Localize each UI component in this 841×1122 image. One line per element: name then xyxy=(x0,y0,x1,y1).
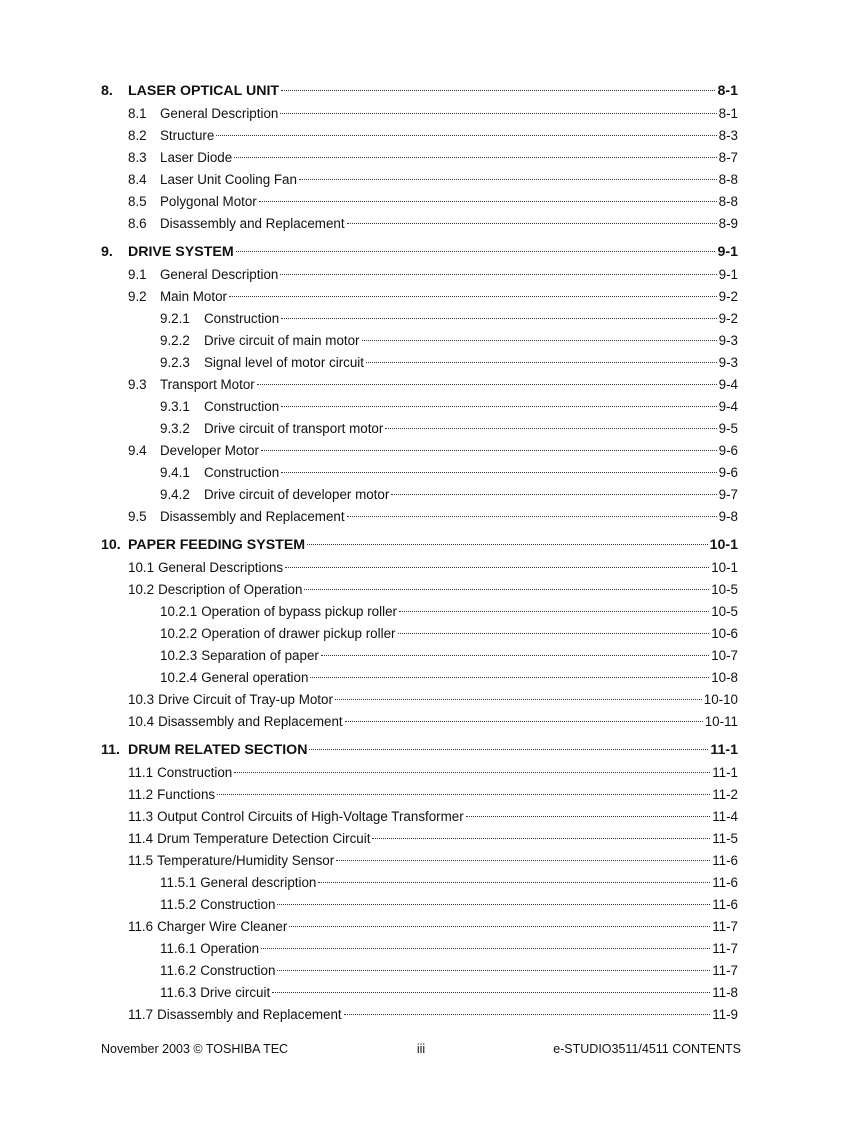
toc-section-entry[interactable] xyxy=(101,1004,738,1026)
toc-section-entry-page: 8-8 xyxy=(718,194,738,209)
toc-section-entry-number: 10.1 xyxy=(128,560,155,575)
dot-leader xyxy=(236,251,716,252)
footer-document-title: e-STUDIO3511/4511 CONTENTS xyxy=(553,1042,741,1056)
toc-subsection-entry-page: 9-4 xyxy=(718,399,738,414)
dot-leader xyxy=(281,406,716,407)
toc-section-entry-page: 11-9 xyxy=(712,1007,738,1022)
dot-leader xyxy=(385,428,716,429)
toc-subsection-entry[interactable] xyxy=(101,938,738,960)
toc-subsection-entry-number: 10.2.3 xyxy=(160,648,198,663)
toc-subsection-entry-page: 10-6 xyxy=(711,626,738,641)
toc-section-entry-title: Temperature/Humidity Sensor xyxy=(157,853,335,868)
dot-leader xyxy=(261,450,717,451)
dot-leader xyxy=(259,201,717,202)
toc-subsection-entry[interactable] xyxy=(101,484,738,506)
toc-section-entry-title: Laser Unit Cooling Fan xyxy=(160,172,297,187)
dot-leader xyxy=(321,655,709,656)
toc-section-entry-page: 11-6 xyxy=(712,853,738,868)
dot-leader xyxy=(280,274,716,275)
toc-section-entry-page: 8-3 xyxy=(718,128,738,143)
toc-section-entry-title: Functions xyxy=(157,787,216,802)
toc-section-entry-title: Construction xyxy=(157,765,233,780)
toc-subsection-entry[interactable] xyxy=(101,330,738,352)
toc-section-entry[interactable] xyxy=(101,689,738,711)
dot-leader xyxy=(362,340,717,341)
dot-leader xyxy=(281,90,715,91)
chapter-heading-number: 9. xyxy=(101,244,113,260)
toc-section-entry-number: 8.2 xyxy=(128,128,147,143)
table-of-contents xyxy=(101,79,738,1031)
chapter-heading-title: PAPER FEEDING SYSTEM xyxy=(128,537,306,553)
toc-subsection-entry-title: Drive circuit of developer motor xyxy=(204,487,390,502)
toc-subsection-entry-number: 11.5.1 xyxy=(160,875,197,890)
toc-subsection-entry-number: 11.6.3 xyxy=(160,985,197,1000)
toc-subsection-entry-title: Construction xyxy=(200,963,276,978)
toc-subsection-entry-page: 10-8 xyxy=(711,670,738,685)
page-number: iii xyxy=(416,1042,426,1056)
toc-section-entry[interactable] xyxy=(101,916,738,938)
chapter-heading-page: 10-1 xyxy=(709,537,738,553)
dot-leader xyxy=(391,494,716,495)
toc-section-entry-number: 11.5 xyxy=(128,853,154,868)
toc-section-entry-number: 11.3 xyxy=(128,809,154,824)
toc-section-entry-number: 9.4 xyxy=(128,443,147,458)
chapter-heading[interactable] xyxy=(101,79,738,103)
toc-subsection-entry-title: Drive circuit of main motor xyxy=(204,333,360,348)
toc-section-entry-number: 8.3 xyxy=(128,150,147,165)
toc-subsection-entry-page: 11-7 xyxy=(712,963,738,978)
toc-section-entry-title: Transport Motor xyxy=(160,377,255,392)
dot-leader xyxy=(277,904,710,905)
chapter-heading-number: 8. xyxy=(101,83,113,99)
toc-subsection-entry-page: 11-6 xyxy=(712,897,738,912)
toc-subsection-entry-page: 9-3 xyxy=(718,355,738,370)
dot-leader xyxy=(372,838,710,839)
toc-subsection-entry-title: Drive circuit xyxy=(200,985,271,1000)
dot-leader xyxy=(285,567,709,568)
toc-subsection-entry-title: Operation of drawer pickup roller xyxy=(201,626,396,641)
toc-chapter xyxy=(101,738,738,1026)
toc-section-entry-number: 8.4 xyxy=(128,172,147,187)
toc-section-entry-page: 9-2 xyxy=(718,289,738,304)
toc-section-entry-page: 9-8 xyxy=(718,509,738,524)
toc-subsection-entry[interactable] xyxy=(101,623,738,645)
toc-subsection-entry-page: 9-7 xyxy=(718,487,738,502)
toc-section-entry-title: Polygonal Motor xyxy=(160,194,257,209)
toc-section-entry-number: 9.5 xyxy=(128,509,147,524)
toc-section-entry[interactable] xyxy=(101,286,738,308)
dot-leader xyxy=(335,699,702,700)
toc-chapter xyxy=(101,240,738,528)
toc-section-entry-title: Main Motor xyxy=(160,289,227,304)
toc-chapter xyxy=(101,79,738,235)
toc-subsection-entry-page: 9-2 xyxy=(718,311,738,326)
toc-subsection-entry[interactable] xyxy=(101,396,738,418)
chapter-heading-title: DRUM RELATED SECTION xyxy=(128,742,308,758)
toc-section-entry-number: 10.2 xyxy=(128,582,155,597)
toc-subsection-entry-title: Construction xyxy=(204,399,280,414)
dot-leader xyxy=(304,589,709,590)
toc-section-entry-page: 10-11 xyxy=(704,714,738,729)
chapter-heading-page: 9-1 xyxy=(717,244,738,260)
chapter-heading-title: LASER OPTICAL UNIT xyxy=(128,83,280,99)
toc-subsection-entry-number: 9.4.1 xyxy=(160,465,190,480)
toc-section-entry[interactable] xyxy=(101,784,738,806)
toc-subsection-entry[interactable] xyxy=(101,601,738,623)
chapter-heading[interactable] xyxy=(101,533,738,557)
toc-section-entry-number: 9.1 xyxy=(128,267,147,282)
toc-subsection-entry-page: 11-7 xyxy=(712,941,738,956)
toc-subsection-entry-title: Construction xyxy=(204,311,280,326)
toc-subsection-entry[interactable] xyxy=(101,894,738,916)
toc-section-entry-number: 11.1 xyxy=(128,765,154,780)
toc-section-entry-title: Drive Circuit of Tray-up Motor xyxy=(158,692,333,707)
toc-subsection-entry[interactable] xyxy=(101,352,738,374)
dot-leader xyxy=(366,362,717,363)
toc-section-entry[interactable] xyxy=(101,828,738,850)
toc-section-entry[interactable] xyxy=(101,125,738,147)
toc-subsection-entry[interactable] xyxy=(101,418,738,440)
toc-section-entry-number: 10.3 xyxy=(128,692,155,707)
toc-subsection-entry-title: General operation xyxy=(201,670,309,685)
toc-section-entry[interactable] xyxy=(101,213,738,235)
dot-leader xyxy=(257,384,717,385)
dot-leader xyxy=(234,157,716,158)
dot-leader xyxy=(234,772,710,773)
toc-section-entry-page: 10-1 xyxy=(711,560,738,575)
toc-section-entry[interactable] xyxy=(101,806,738,828)
toc-subsection-entry-number: 10.2.4 xyxy=(160,670,198,685)
toc-section-entry-title: Output Control Circuits of High-Voltage Transformer xyxy=(157,809,464,824)
toc-section-entry-page: 9-4 xyxy=(718,377,738,392)
toc-subsection-entry-title: Construction xyxy=(204,465,280,480)
dot-leader xyxy=(281,472,716,473)
toc-section-entry[interactable] xyxy=(101,169,738,191)
toc-subsection-entry[interactable] xyxy=(101,645,738,667)
chapter-heading-number: 10. xyxy=(101,537,121,553)
toc-section-entry-page: 8-7 xyxy=(718,150,738,165)
dot-leader xyxy=(307,544,707,545)
toc-subsection-entry-number: 11.6.1 xyxy=(160,941,197,956)
toc-section-entry-page: 11-2 xyxy=(712,787,738,802)
dot-leader xyxy=(398,633,710,634)
toc-subsection-entry-title: Construction xyxy=(200,897,276,912)
toc-section-entry-title: General Descriptions xyxy=(158,560,284,575)
toc-section-entry[interactable] xyxy=(101,264,738,286)
toc-section-entry[interactable] xyxy=(101,557,738,579)
toc-subsection-entry-title: Operation of bypass pickup roller xyxy=(201,604,397,619)
dot-leader xyxy=(261,948,710,949)
chapter-heading-number: 11. xyxy=(101,742,120,758)
toc-subsection-entry[interactable] xyxy=(101,462,738,484)
toc-subsection-entry-title: Separation of paper xyxy=(201,648,319,663)
toc-section-entry-title: Disassembly and Replacement xyxy=(157,1007,342,1022)
toc-section-entry-title: Charger Wire Cleaner xyxy=(157,919,288,934)
toc-section-entry-number: 11.7 xyxy=(128,1007,154,1022)
toc-section-entry-number: 9.3 xyxy=(128,377,147,392)
toc-subsection-entry-page: 10-5 xyxy=(711,604,738,619)
dot-leader xyxy=(229,296,717,297)
toc-section-entry-page: 8-9 xyxy=(718,216,738,231)
toc-section-entry-page: 9-1 xyxy=(718,267,738,282)
toc-subsection-entry-page: 9-6 xyxy=(718,465,738,480)
toc-section-entry-number: 8.1 xyxy=(128,106,147,121)
toc-subsection-entry-number: 9.3.1 xyxy=(160,399,190,414)
toc-section-entry-page: 8-8 xyxy=(718,172,738,187)
dot-leader xyxy=(466,816,710,817)
chapter-heading-page: 11-1 xyxy=(710,742,738,758)
chapter-heading[interactable] xyxy=(101,738,738,762)
footer-date-copyright: November 2003 © TOSHIBA TEC xyxy=(101,1042,289,1056)
toc-section-entry-page: 8-1 xyxy=(718,106,738,121)
toc-subsection-entry[interactable] xyxy=(101,308,738,330)
toc-subsection-entry[interactable] xyxy=(101,667,738,689)
dot-leader xyxy=(310,677,709,678)
toc-section-entry-number: 8.5 xyxy=(128,194,147,209)
dot-leader xyxy=(217,794,710,795)
toc-section-entry[interactable] xyxy=(101,506,738,528)
toc-subsection-entry-page: 9-5 xyxy=(718,421,738,436)
dot-leader xyxy=(347,223,717,224)
toc-subsection-entry-page: 11-8 xyxy=(712,985,738,1000)
toc-subsection-entry[interactable] xyxy=(101,982,738,1004)
toc-section-entry[interactable] xyxy=(101,147,738,169)
toc-chapter xyxy=(101,533,738,733)
chapter-heading-page: 8-1 xyxy=(717,83,738,99)
toc-section-entry[interactable] xyxy=(101,579,738,601)
toc-section-entry-number: 11.6 xyxy=(128,919,154,934)
toc-section-entry-page: 10-5 xyxy=(711,582,738,597)
toc-section-entry-title: Description of Operation xyxy=(158,582,303,597)
toc-section-entry-title: Structure xyxy=(160,128,215,143)
toc-section-entry[interactable] xyxy=(101,103,738,125)
page-footer xyxy=(101,1042,741,1056)
toc-subsection-entry-number: 9.2.3 xyxy=(160,355,190,370)
dot-leader xyxy=(216,135,716,136)
dot-leader xyxy=(280,113,716,114)
toc-section-entry-number: 9.2 xyxy=(128,289,147,304)
toc-subsection-entry-number: 11.5.2 xyxy=(160,897,197,912)
dot-leader xyxy=(277,970,710,971)
toc-subsection-entry-title: Drive circuit of transport motor xyxy=(204,421,384,436)
toc-subsection-entry-title: Operation xyxy=(200,941,260,956)
toc-section-entry-number: 8.6 xyxy=(128,216,147,231)
toc-section-entry[interactable] xyxy=(101,850,738,872)
toc-section-entry-title: General Description xyxy=(160,106,279,121)
dot-leader xyxy=(399,611,709,612)
dot-leader xyxy=(309,749,708,750)
chapter-heading-title: DRIVE SYSTEM xyxy=(128,244,234,260)
toc-section-entry-page: 11-4 xyxy=(712,809,738,824)
toc-section-entry[interactable] xyxy=(101,711,738,733)
toc-section-entry-page: 11-7 xyxy=(712,919,738,934)
toc-subsection-entry-title: Signal level of motor circuit xyxy=(204,355,365,370)
toc-section-entry-title: Laser Diode xyxy=(160,150,233,165)
toc-section-entry-number: 10.4 xyxy=(128,714,155,729)
toc-section-entry[interactable] xyxy=(101,374,738,396)
toc-subsection-entry-page: 10-7 xyxy=(711,648,738,663)
toc-section-entry-page: 10-10 xyxy=(703,692,738,707)
toc-section-entry-title: General Description xyxy=(160,267,279,282)
toc-subsection-entry-page: 9-3 xyxy=(718,333,738,348)
toc-section-entry-number: 11.2 xyxy=(128,787,154,802)
dot-leader xyxy=(289,926,710,927)
dot-leader xyxy=(347,516,717,517)
toc-subsection-entry-number: 10.2.1 xyxy=(160,604,198,619)
toc-subsection-entry-number: 9.4.2 xyxy=(160,487,190,502)
toc-subsection-entry-number: 10.2.2 xyxy=(160,626,198,641)
toc-section-entry[interactable] xyxy=(101,762,738,784)
toc-section-entry-page: 11-5 xyxy=(712,831,738,846)
toc-subsection-entry-number: 9.2.1 xyxy=(160,311,190,326)
toc-subsection-entry-number: 9.2.2 xyxy=(160,333,190,348)
toc-subsection-entry[interactable] xyxy=(101,872,738,894)
dot-leader xyxy=(318,882,710,883)
toc-section-entry[interactable] xyxy=(101,440,738,462)
toc-section-entry-title: Developer Motor xyxy=(160,443,259,458)
toc-subsection-entry-title: General description xyxy=(200,875,317,890)
dot-leader xyxy=(345,721,703,722)
toc-section-entry[interactable] xyxy=(101,191,738,213)
toc-subsection-entry-page: 11-6 xyxy=(712,875,738,890)
dot-leader xyxy=(272,992,710,993)
toc-section-entry-page: 11-1 xyxy=(712,765,738,780)
dot-leader xyxy=(344,1014,711,1015)
toc-subsection-entry-number: 11.6.2 xyxy=(160,963,197,978)
toc-subsection-entry[interactable] xyxy=(101,960,738,982)
chapter-heading[interactable] xyxy=(101,240,738,264)
dot-leader xyxy=(281,318,716,319)
toc-section-entry-title: Disassembly and Replacement xyxy=(160,216,345,231)
toc-section-entry-title: Disassembly and Replacement xyxy=(160,509,345,524)
toc-section-entry-title: Disassembly and Replacement xyxy=(158,714,343,729)
toc-section-entry-page: 9-6 xyxy=(718,443,738,458)
toc-section-entry-title: Drum Temperature Detection Circuit xyxy=(157,831,371,846)
toc-section-entry-number: 11.4 xyxy=(128,831,154,846)
dot-leader xyxy=(299,179,717,180)
toc-subsection-entry-number: 9.3.2 xyxy=(160,421,190,436)
dot-leader xyxy=(336,860,710,861)
